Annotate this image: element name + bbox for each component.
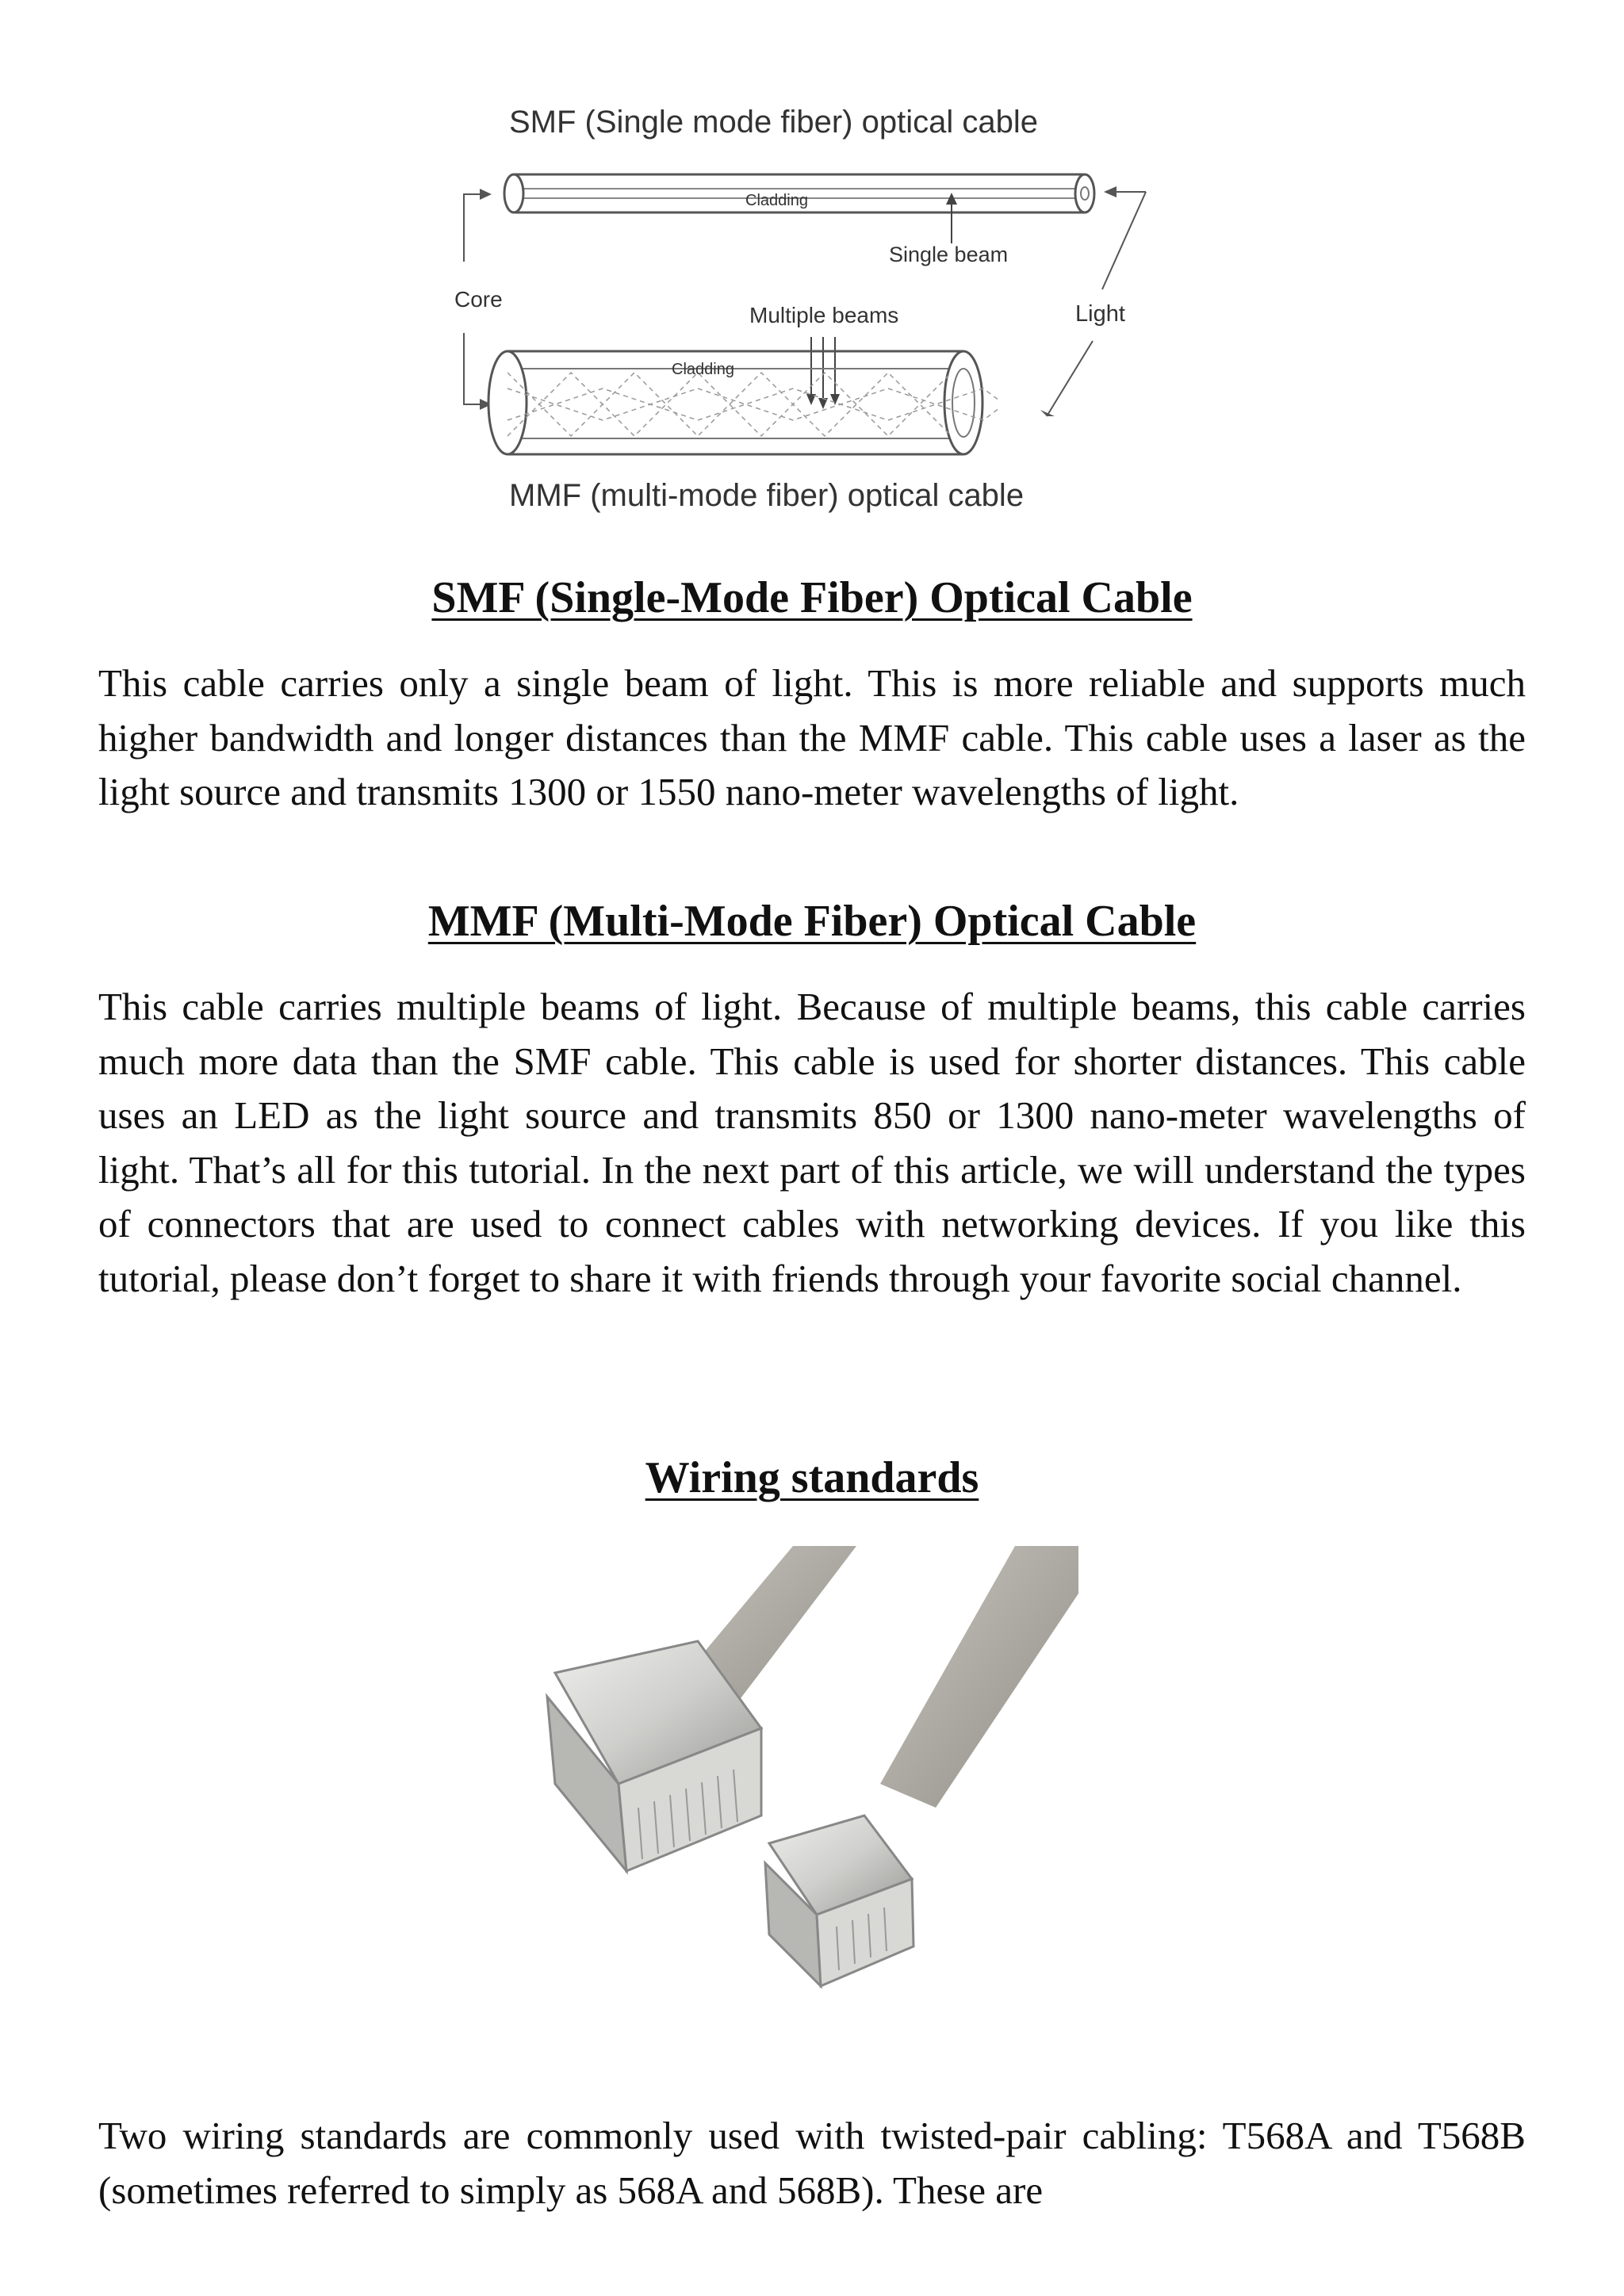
- smf-cladding-label: Cladding: [745, 192, 808, 209]
- mmf-tube: [488, 351, 999, 454]
- right-cable: [880, 1546, 1078, 1808]
- core-label: Core: [454, 287, 503, 312]
- mmf-cladding-label: Cladding: [672, 361, 734, 378]
- right-rj-plug: [765, 1816, 914, 1986]
- light-arrow-bottom: [1047, 341, 1093, 416]
- fiber-optic-diagram: [444, 99, 1189, 527]
- multiple-beams-label: Multiple beams: [749, 303, 899, 327]
- smf-diagram-title: SMF (Single mode fiber) optical cable: [509, 105, 1038, 140]
- smf-paragraph: This cable carries only a single beam of light. This is more reliable and supports much higher bandwidth and longer distances than the MMF cable. This cable uses a laser as the light source and transmits 1300 or 1550 nano-meter wavelengths of light.: [98, 661, 1526, 813]
- rj-connector-cable-photo: [523, 1546, 1126, 2022]
- mmf-heading: MMF (Multi-Mode Fiber) Optical Cable: [427, 897, 1197, 946]
- wiring-heading: Wiring standards: [645, 1453, 979, 1502]
- smf-heading: SMF (Single-Mode Fiber) Optical Cable: [431, 573, 1193, 622]
- core-bracket: [464, 194, 480, 262]
- light-arrow-top: [1102, 192, 1146, 289]
- light-label: Light: [1075, 301, 1125, 327]
- mmf-paragraph: This cable carries multiple beams of light. Because of multiple beams, this cable carries much more data than the SMF cable. This cable is used for shorter distances. This cable uses an LED as the light source and transmits 850 or 1300 nano-meter wavelengths of light. That’s all for this tutorial. In the next part of this article, we will understand the types of connectors that are used to connect cables with networking devices. If you like this tutorial, please don’t forget to share it with friends through your favorite social channel.: [98, 985, 1526, 1300]
- single-beam-label: Single beam: [889, 243, 1009, 266]
- wiring-paragraph: Two wiring standards are commonly used with twisted-pair cabling: T568A and T568B (sometimes referred to simply as 568A and 568B). These are: [98, 2114, 1526, 2212]
- mmf-diagram-title: MMF (multi-mode fiber) optical cable: [509, 478, 1025, 513]
